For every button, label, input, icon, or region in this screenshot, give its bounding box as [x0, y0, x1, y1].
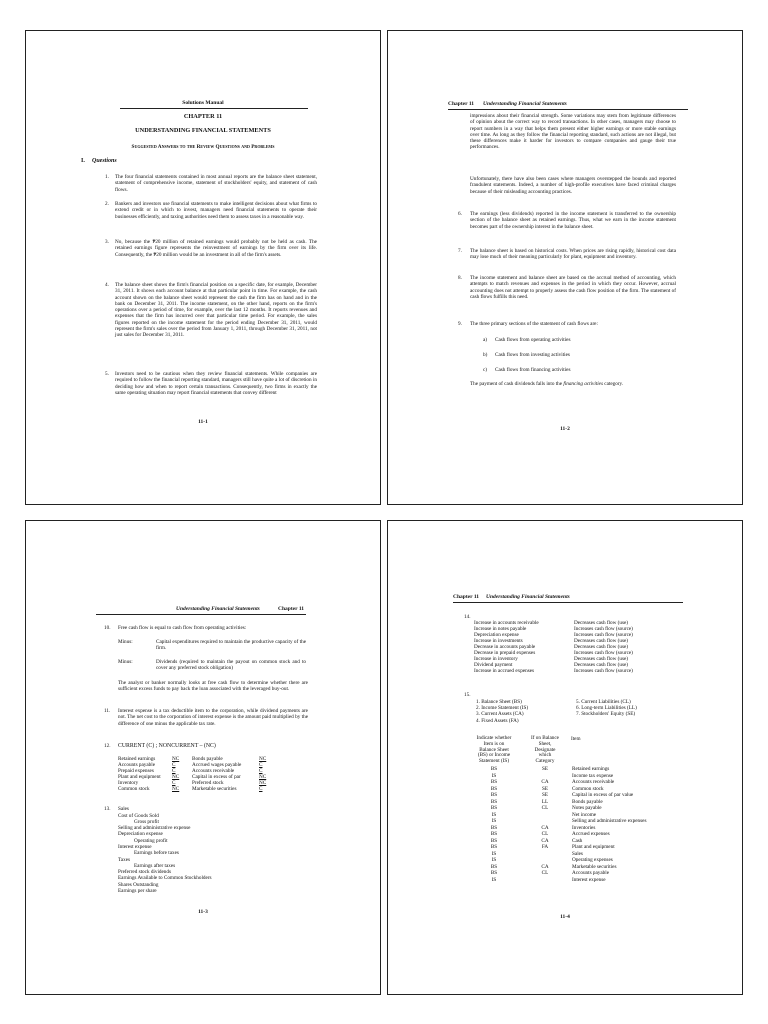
table-cell: SE	[541, 792, 549, 798]
header-line: Indicate whether	[476, 735, 512, 741]
legend-entry: 6. Long-term Liabilities (LL)	[576, 705, 637, 712]
table-cell: Increase in investments	[474, 638, 523, 644]
table-cell: Accrued expenses	[572, 831, 610, 837]
table-cell: Interest expense	[572, 876, 606, 883]
answer-10-note: The analyst or banker normally looks at free cash flow to determine whether there are sufficient excess funds to pay back the loan associated with the leveraged buy-out.	[118, 680, 308, 693]
table-cell: C	[172, 762, 176, 768]
header-rule	[120, 108, 308, 109]
legend-entry: 2. Income Statement (IS)	[476, 705, 529, 712]
table-cell: Decreases cash flow (use)	[574, 620, 629, 626]
outline-line: Cost of Goods Sold	[118, 812, 159, 819]
table-cell: Decreases cash flow (use)	[574, 638, 629, 644]
outline-line: Earnings Available to Common Stockholders	[118, 875, 212, 882]
subitem-operating: Cash flows from operating activities	[495, 337, 571, 343]
table-cell: BS	[490, 837, 498, 844]
table-cell: Retained earnings	[118, 756, 156, 762]
outline-line: Earnings before taxes	[134, 850, 179, 857]
table-cell: BS	[490, 863, 498, 870]
table-cell: Sales	[572, 850, 583, 857]
header-title: Understanding Financial Statements	[483, 101, 567, 107]
outline-line: Shares Outstanding	[118, 881, 159, 888]
table-cell: Plant and equipment	[572, 844, 615, 850]
table-cell: IS	[491, 772, 497, 779]
page-11-4	[387, 520, 743, 995]
table-cell: C	[172, 780, 176, 786]
header-chapter: Chapter 11	[278, 606, 305, 612]
item-number: 4.	[105, 282, 109, 288]
table-cell: FA	[541, 844, 549, 850]
header-rule	[453, 602, 683, 603]
chapter-subtitle: Suggested Answers to the Review Questions and Problems	[131, 144, 275, 150]
minus-label: Minus:	[118, 639, 133, 645]
outline-line: Earnings after taxes	[134, 862, 176, 869]
table-cell: SE	[541, 766, 549, 772]
table-cell: IS	[491, 811, 497, 818]
legend-entry: 1. Balance Sheet (BS)	[476, 699, 522, 705]
table-cell: Common stock	[118, 786, 150, 792]
table-cell: Increase in accrued expenses	[474, 668, 535, 674]
page-number: 11-1	[198, 419, 208, 425]
table-cell: Marketable securities	[192, 786, 237, 792]
dividends-note	[470, 381, 676, 387]
table-cell: Cash	[572, 837, 583, 844]
table-cell: Retained earnings	[572, 766, 610, 772]
answer-10: Free cash flow is equal to cash flow from operating activities:	[118, 625, 247, 631]
answer-11: Interest expense is a tax deductible item to the corporation, while dividend payments are not. The net cost to the corporation of interest expense is the amount paid multiplied by the difference of one minus the applicable tax rate.	[118, 708, 308, 727]
table-cell: NC	[259, 774, 267, 780]
table-cell: C	[259, 768, 263, 774]
subitem-letter: b)	[483, 352, 488, 358]
subitem-financing: Cash flows from financing activities	[495, 367, 571, 373]
header-line: Sheet,	[538, 740, 552, 747]
table-cell: Inventories	[572, 824, 596, 831]
page-11-1	[25, 30, 381, 505]
header-title: Understanding Financial Statements	[176, 606, 260, 612]
table-cell: Accounts payable	[572, 870, 610, 876]
item-number: 1.	[105, 174, 109, 180]
answer-6: The earnings (less dividends) reported in the income statement is transferred to the ownership section of the balance sheet as retained earnings. Thus, what we earn in the income statement becomes part of the ownership interest in the balance sheet.	[470, 211, 676, 230]
legend-entry: 5. Current Liabilities (CL)	[576, 699, 631, 705]
table-cell: Bonds payable	[192, 756, 223, 762]
table-cell: Increases cash flow (source)	[574, 650, 633, 656]
table-cell: CL	[541, 870, 549, 876]
outline-line: Interest expense	[118, 843, 152, 850]
outline-line: Selling and administrative expense	[118, 825, 191, 832]
item-number: 13.	[104, 806, 111, 812]
table-cell: Increases cash flow (source)	[574, 632, 633, 638]
table-cell: IS	[491, 876, 497, 883]
table-cell: BS	[490, 844, 498, 850]
item-number: 6.	[458, 211, 462, 217]
page-number: 11-2	[560, 426, 570, 432]
header-rule	[96, 614, 306, 615]
table-cell: CL	[541, 831, 549, 837]
item-number: 5.	[105, 371, 109, 377]
classification-table	[470, 766, 648, 883]
table-cell: BS	[490, 798, 498, 805]
table-cell: Operating expenses	[572, 857, 613, 863]
table-cell: Decreases cash flow (use)	[574, 644, 629, 650]
page-11-3	[25, 520, 381, 995]
table-cell: BS	[490, 792, 498, 798]
minus-dividends: Dividends (required to maintain the payout on common stock and to cover any preferred stock obligation)	[156, 659, 306, 672]
table-cell: IS	[491, 818, 497, 824]
table-cell: Increase in accounts receivable	[474, 620, 539, 626]
subitem-investing: Cash flows from investing activities	[495, 352, 570, 358]
table-cell: Capital in excess of par value	[572, 792, 634, 798]
table-cell: Income tax expense	[572, 772, 614, 779]
legend-entry: 4. Fixed Assets (FA)	[476, 717, 519, 724]
table-cell: Increases cash flow (source)	[574, 668, 633, 674]
table-cell: BS	[490, 785, 498, 792]
table-cell: BS	[490, 831, 498, 837]
table-cell: Decreases cash flow (use)	[574, 656, 629, 662]
item-number: 11.	[104, 708, 111, 714]
table-cell: LL	[541, 798, 549, 805]
header-chapter: Chapter 11	[448, 101, 475, 107]
answer-2: Bankers and investors use financial statements to make intelligent decisions about what firms to extend credit or in which to invest, managers need financial statements to operate their businesses efficiently, and taxing authorities need them to assess taxes in a reasonable way.	[115, 201, 317, 220]
table-cell: NC	[259, 756, 267, 762]
table-cell: NC	[172, 786, 180, 792]
answer-3: No, because the ₱20 million of retained earnings would probably not be held as cash. The retained earnings figure represents the reinvestment of earnings by the firm over its life. Consequently, the ₱20 million would be an investment in all of the firm's assets.	[115, 239, 317, 258]
column-header-category	[521, 736, 569, 765]
chapter-title: UNDERSTANDING FINANCIAL STATEMENTS	[135, 127, 271, 134]
running-header: Solutions Manual	[182, 100, 224, 106]
header-line: Balance Sheet	[479, 746, 509, 753]
item-number: 8.	[458, 275, 462, 281]
table-cell: CL	[541, 805, 549, 811]
table-cell: BS	[490, 805, 498, 811]
current-noncurrent-table	[118, 756, 268, 792]
item-number: 2.	[105, 201, 109, 207]
item-number: 14.	[464, 614, 471, 620]
minus-capex: Capital expenditures required to maintain the productive capacity of the firm.	[156, 639, 306, 652]
table-cell: BS	[490, 824, 498, 831]
column-header-item: Item	[571, 736, 581, 742]
dividends-note-text: The payment of cash dividends falls into the	[470, 381, 563, 387]
table-cell: BS	[490, 779, 498, 785]
table-cell: Prepaid expenses	[118, 768, 154, 774]
table-cell: Common stock	[572, 785, 604, 792]
table-cell: C	[172, 768, 176, 774]
table-cell: CA	[541, 824, 549, 831]
statement-legend-left	[476, 699, 528, 724]
item-number: 15.	[464, 692, 471, 698]
dividends-note-end: category.	[604, 381, 624, 387]
table-cell	[520, 877, 572, 884]
table-cell: Preferred stock	[192, 780, 224, 786]
header-line: Statement (IS)	[478, 758, 510, 765]
table-row	[470, 877, 648, 884]
table-cell: Dividend payment	[474, 662, 513, 668]
item-number: 7.	[458, 248, 462, 254]
table-cell: CA	[541, 837, 549, 844]
table-cell: Depreciation expense	[474, 632, 519, 638]
header-line: Designate	[534, 746, 556, 753]
table-cell: C	[259, 786, 263, 792]
table-cell: Accrued wages payable	[192, 762, 242, 768]
table-cell: Notes payable	[572, 805, 602, 811]
section-number: I.	[81, 158, 85, 164]
answer-9: The three primary sections of the statement of cash flows are:	[470, 321, 598, 327]
table-cell: Decreases cash flow (use)	[574, 662, 629, 668]
table-cell: Marketable securities	[572, 863, 617, 870]
header-title: Understanding Financial Statements	[486, 594, 570, 600]
outline-line: Earnings per share	[118, 888, 157, 895]
minus-label: Minus:	[118, 659, 133, 665]
income-statement-outline	[118, 813, 212, 895]
page-11-2	[387, 30, 743, 505]
outline-line: Gross profit	[134, 818, 159, 825]
table-cell: BS	[490, 870, 498, 876]
table-cell: Accounts receivable	[192, 768, 235, 774]
answer-4: The balance sheet shows the firm's financial position on a specific date, for example, December 31, 2011. It shows each account balance at that particular point in time. For example, the cash account shown on the balance sheet would represent the cash the firm has on hand and in the bank on December 31, 2011. The income statement, on the other hand, reports on the firm's operations over a period of time, for example, over the last 12 months. It reports revenues and expenses that the firm has incurred over that particular time period. For example, the sales figures reported on the income statement for the period ending December 31, 2011, would represent the firm's sales over the period from January 1, 2011, through December 31, 2011, not just sales for December 31, 2011.	[115, 282, 317, 339]
table-cell: IS	[491, 857, 497, 863]
item-number: 10.	[104, 625, 111, 631]
table-cell: Increase in inventory	[474, 656, 518, 662]
header-line: (BS) or Income	[477, 752, 511, 759]
table-cell: Increases cash flow (source)	[574, 626, 633, 632]
item-number: 3.	[105, 239, 109, 245]
table-cell: BS	[490, 766, 498, 772]
answer-1: The four financial statements contained in most annual reports are the balance sheet statement, statement of comprehensive income, statement of stockholders' equity, and statement of cash flows.	[115, 174, 317, 193]
item-number: 12.	[104, 743, 111, 749]
item-number: 9.	[458, 321, 462, 327]
statement-legend-right	[576, 699, 637, 718]
table-cell: Decrease in accounts payable	[474, 644, 536, 650]
table-cell: Capital in excess of par	[192, 774, 241, 780]
answer-7: The balance sheet is based on historical costs. When prices are rising rapidly, historical cost data may lose much of their meaning particularly for plant, equipment and inventory.	[470, 248, 676, 261]
table-cell: NC	[172, 774, 180, 780]
table-cell: Increase in notes payable	[474, 626, 527, 632]
subitem-letter: a)	[483, 337, 488, 343]
header-line: Category	[535, 758, 555, 765]
table-cell: CA	[541, 863, 549, 870]
table-cell: NC	[259, 780, 267, 786]
dividends-note-category: financing activities	[563, 381, 603, 387]
answer-5: Investors need to be cautious when they review financial statements. While companies are required to follow the financial reporting standard, managers still have quite a lot of discretion in deciding how and when to report certain transactions. Consequently, two firms in exactly the same operating situation may report financial statements that convey different	[115, 371, 317, 396]
cash-flow-effects-table	[474, 620, 635, 674]
table-cell: SE	[541, 785, 549, 792]
section-title: Questions	[92, 158, 117, 164]
page-number: 11-4	[560, 914, 570, 920]
legend-entry: 7. Stockholders' Equity (SE)	[576, 711, 636, 718]
answer-8: The income statement and balance sheet are based on the accrual method of accounting, which attempts to match revenues and expenses in the period in which they occur. However, accrual accounting does not attempt to properly assess the cash flow position of the firm. The statement of cash flows fulfills this need.	[470, 275, 676, 300]
income-statement-sales: Sales	[118, 806, 129, 812]
header-rule	[448, 109, 688, 110]
subitem-letter: c)	[483, 367, 488, 373]
outline-line: Preferred stock dividends	[118, 869, 172, 876]
table-cell: C	[259, 762, 263, 768]
header-line: which	[538, 752, 552, 759]
legend-entry: 3. Current Assets (CA)	[476, 711, 524, 718]
table-cell: Net income	[572, 811, 597, 818]
table-cell: NC	[172, 756, 180, 762]
table-cell: Inventory	[118, 780, 139, 786]
table-cell: Accounts payable	[118, 762, 156, 768]
table-cell: Plant and equipment	[118, 774, 161, 780]
column-header-statement	[470, 736, 518, 765]
answer-5-continued-2: Unfortunately, there have also been cases where managers overstepped the bounds and reported fraudulent statements. Indeed, a number of high-profile executives have faced criminal charges because of their misleading accounting practices.	[470, 176, 676, 195]
chapter-number: CHAPTER 11	[183, 113, 223, 120]
outline-line: Operating profit	[134, 837, 168, 844]
outline-line: Depreciation expense	[118, 831, 163, 838]
answer-12-heading: CURRENT (C) ; NONCURRENT – (NC)	[118, 743, 216, 749]
table-cell: Accounts receivable	[572, 779, 615, 785]
header-line: If on Balance	[531, 735, 559, 741]
table-cell: Bonds payable	[572, 798, 603, 805]
page-number: 11-3	[198, 909, 208, 915]
table-cell: IS	[491, 850, 497, 857]
outline-line: Taxes	[118, 856, 131, 863]
table-row	[118, 786, 268, 792]
table-cell: CA	[541, 779, 549, 785]
answer-5-continued: impressions about their financial strength. Some variations may stem from legitimate differences of opinion about the correct way to record transactions. In other cases, managers may choose to report numbers in a way that helps them present either higher earnings or more stable earnings over time. As long as they follow the financial reporting standard, such actions are not illegal, but these differences make it harder for investors to compare companies and gauge their true performances.	[470, 113, 676, 151]
table-cell: Selling and administrative expenses	[572, 818, 647, 824]
table-cell: Decrease in prepaid expenses	[474, 650, 536, 656]
header-chapter: Chapter 11	[453, 594, 480, 600]
header-line: Item is on	[483, 740, 505, 747]
table-row	[474, 668, 635, 674]
